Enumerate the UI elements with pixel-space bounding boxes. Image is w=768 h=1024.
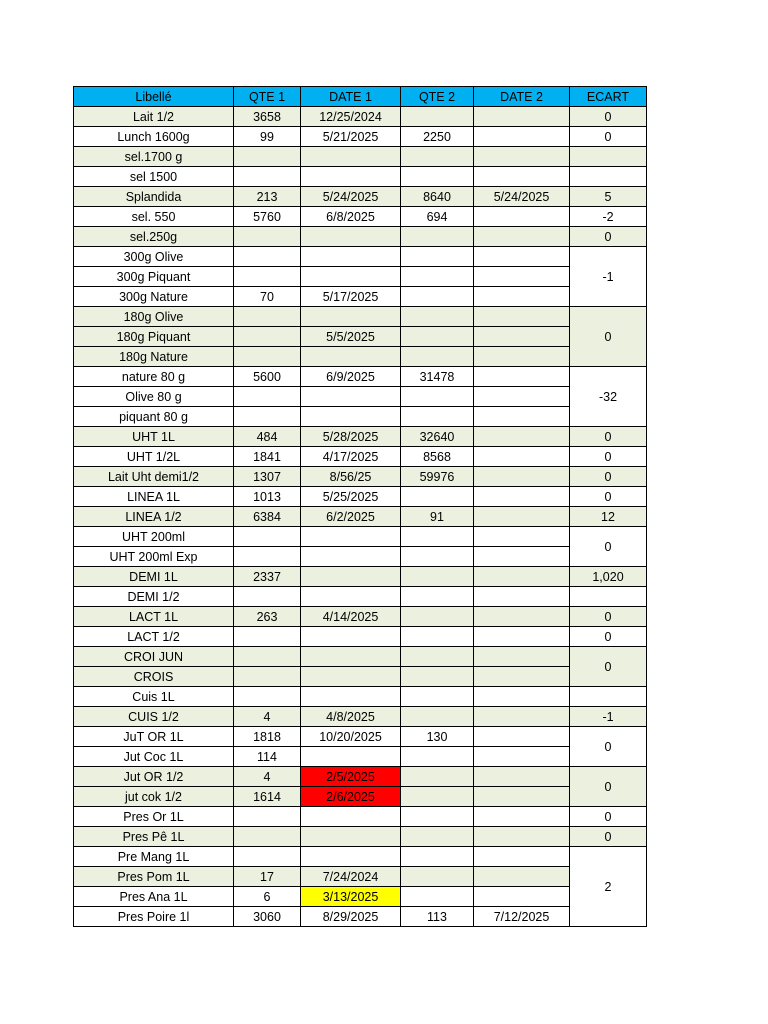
table-row [74, 507, 647, 527]
cell-qte2[interactable] [401, 247, 474, 267]
cell-date1[interactable] [301, 647, 401, 667]
cell-libelle[interactable]: Lait 1/2 [74, 107, 234, 127]
cell-ecart[interactable]: 0 [570, 767, 647, 807]
table-row [74, 467, 647, 487]
cell-qte2[interactable] [401, 587, 474, 607]
cell-qte2[interactable]: 59976 [401, 467, 474, 487]
table-row [74, 147, 647, 167]
cell-date2[interactable] [474, 267, 570, 287]
cell-qte2[interactable] [401, 887, 474, 907]
column-header-qte2[interactable]: QTE 2 [401, 87, 474, 107]
table-row [74, 207, 647, 227]
cell-date1[interactable] [301, 747, 401, 767]
cell-date1[interactable]: 8/56/25 [301, 467, 401, 487]
cell-date1[interactable]: 12/25/2024 [301, 107, 401, 127]
cell-date1[interactable]: 10/20/2025 [301, 727, 401, 747]
cell-date2[interactable] [474, 167, 570, 187]
cell-qte1[interactable] [234, 247, 301, 267]
cell-qte2[interactable] [401, 147, 474, 167]
cell-qte1[interactable]: 1614 [234, 787, 301, 807]
table-row [74, 427, 647, 447]
column-header-libelle[interactable]: Libellé [74, 87, 234, 107]
cell-date1[interactable]: 2/6/2025 [301, 787, 401, 807]
cell-libelle[interactable]: Lunch 1600g [74, 127, 234, 147]
cell-qte1[interactable]: 1013 [234, 487, 301, 507]
cell-libelle[interactable]: DEMI 1L [74, 567, 234, 587]
cell-date1[interactable] [301, 687, 401, 707]
cell-qte1[interactable] [234, 227, 301, 247]
cell-date2[interactable] [474, 467, 570, 487]
table-row [74, 647, 647, 667]
cell-date1[interactable]: 4/14/2025 [301, 607, 401, 627]
cell-qte1[interactable] [234, 827, 301, 847]
table-row [74, 667, 647, 687]
cell-ecart[interactable]: -1 [570, 247, 647, 307]
cell-qte2[interactable]: 8640 [401, 187, 474, 207]
cell-ecart[interactable] [570, 687, 647, 707]
column-header-date2[interactable]: DATE 2 [474, 87, 570, 107]
cell-libelle[interactable]: Pres Pom 1L [74, 867, 234, 887]
cell-libelle[interactable]: sel.1700 g [74, 147, 234, 167]
cell-libelle[interactable]: nature 80 g [74, 367, 234, 387]
table-row [74, 107, 647, 127]
cell-qte1[interactable]: 213 [234, 187, 301, 207]
cell-date1[interactable] [301, 847, 401, 867]
cell-ecart[interactable]: 1,020 [570, 567, 647, 587]
cell-date1[interactable]: 6/9/2025 [301, 367, 401, 387]
cell-date2[interactable] [474, 287, 570, 307]
cell-libelle[interactable]: 180g Piquant [74, 327, 234, 347]
table-row [74, 747, 647, 767]
cell-libelle[interactable]: Pres Pê 1L [74, 827, 234, 847]
cell-qte2[interactable] [401, 747, 474, 767]
cell-date2[interactable]: 7/12/2025 [474, 907, 570, 927]
cell-libelle[interactable]: JuT OR 1L [74, 727, 234, 747]
cell-qte1[interactable]: 70 [234, 287, 301, 307]
cell-qte1[interactable]: 5760 [234, 207, 301, 227]
table-row [74, 327, 647, 347]
cell-qte2[interactable]: 113 [401, 907, 474, 927]
table-row [74, 367, 647, 387]
table-row [74, 187, 647, 207]
cell-qte2[interactable] [401, 407, 474, 427]
cell-date1[interactable] [301, 667, 401, 687]
cell-ecart[interactable]: 0 [570, 487, 647, 507]
cell-date2[interactable] [474, 227, 570, 247]
cell-qte1[interactable]: 1307 [234, 467, 301, 487]
cell-date1[interactable]: 4/8/2025 [301, 707, 401, 727]
table-row [74, 627, 647, 647]
cell-ecart[interactable]: 0 [570, 807, 647, 827]
cell-ecart[interactable]: 0 [570, 527, 647, 567]
cell-qte2[interactable]: 31478 [401, 367, 474, 387]
cell-date2[interactable] [474, 587, 570, 607]
cell-date1[interactable] [301, 147, 401, 167]
cell-ecart[interactable]: 0 [570, 227, 647, 247]
cell-qte1[interactable] [234, 347, 301, 367]
inventory-table [73, 86, 647, 927]
cell-libelle[interactable]: Pres Poire 1l [74, 907, 234, 927]
table-row [74, 227, 647, 247]
cell-qte2[interactable] [401, 867, 474, 887]
cell-date2[interactable] [474, 827, 570, 847]
cell-date2[interactable] [474, 667, 570, 687]
cell-date2[interactable] [474, 427, 570, 447]
cell-libelle[interactable]: 300g Nature [74, 287, 234, 307]
cell-libelle[interactable]: DEMI 1/2 [74, 587, 234, 607]
table-row [74, 487, 647, 507]
cell-qte1[interactable] [234, 387, 301, 407]
cell-libelle[interactable]: Pres Ana 1L [74, 887, 234, 907]
cell-qte2[interactable] [401, 627, 474, 647]
cell-qte1[interactable] [234, 807, 301, 827]
cell-libelle[interactable]: Cuis 1L [74, 687, 234, 707]
cell-date1[interactable] [301, 307, 401, 327]
cell-date1[interactable]: 7/24/2024 [301, 867, 401, 887]
cell-qte1[interactable]: 4 [234, 767, 301, 787]
cell-date1[interactable] [301, 387, 401, 407]
cell-qte2[interactable] [401, 807, 474, 827]
column-header-date1[interactable]: DATE 1 [301, 87, 401, 107]
cell-qte1[interactable]: 6384 [234, 507, 301, 527]
cell-date2[interactable] [474, 787, 570, 807]
cell-date2[interactable] [474, 487, 570, 507]
cell-date1[interactable] [301, 267, 401, 287]
cell-ecart[interactable] [570, 167, 647, 187]
cell-libelle[interactable]: Jut OR 1/2 [74, 767, 234, 787]
cell-date2[interactable] [474, 127, 570, 147]
cell-date2[interactable] [474, 887, 570, 907]
cell-qte2[interactable] [401, 647, 474, 667]
cell-qte1[interactable] [234, 847, 301, 867]
cell-libelle[interactable]: UHT 1L [74, 427, 234, 447]
cell-qte2[interactable]: 91 [401, 507, 474, 527]
table-row [74, 267, 647, 287]
table-row [74, 827, 647, 847]
table-row [74, 347, 647, 367]
table-row [74, 387, 647, 407]
table-row [74, 847, 647, 867]
cell-libelle[interactable]: LINEA 1L [74, 487, 234, 507]
cell-qte2[interactable] [401, 387, 474, 407]
cell-date1[interactable]: 6/2/2025 [301, 507, 401, 527]
cell-qte2[interactable] [401, 307, 474, 327]
table-row [74, 247, 647, 267]
cell-qte2[interactable] [401, 707, 474, 727]
cell-qte1[interactable] [234, 407, 301, 427]
table-row [74, 167, 647, 187]
cell-date1[interactable]: 6/8/2025 [301, 207, 401, 227]
cell-qte2[interactable] [401, 347, 474, 367]
cell-date2[interactable] [474, 387, 570, 407]
cell-qte2[interactable]: 8568 [401, 447, 474, 467]
cell-ecart[interactable] [570, 147, 647, 167]
cell-ecart[interactable]: -2 [570, 207, 647, 227]
cell-qte1[interactable] [234, 667, 301, 687]
table-row [74, 127, 647, 147]
cell-date1[interactable]: 5/5/2025 [301, 327, 401, 347]
cell-libelle[interactable]: 300g Piquant [74, 267, 234, 287]
cell-date2[interactable] [474, 727, 570, 747]
cell-qte1[interactable] [234, 307, 301, 327]
cell-ecart[interactable]: 0 [570, 627, 647, 647]
column-header-qte1[interactable]: QTE 1 [234, 87, 301, 107]
cell-qte2[interactable] [401, 167, 474, 187]
cell-date1[interactable]: 5/24/2025 [301, 187, 401, 207]
cell-qte1[interactable]: 1841 [234, 447, 301, 467]
cell-qte1[interactable] [234, 147, 301, 167]
cell-date1[interactable] [301, 247, 401, 267]
cell-qte2[interactable] [401, 287, 474, 307]
cell-qte2[interactable] [401, 267, 474, 287]
cell-libelle[interactable]: CROIS [74, 667, 234, 687]
cell-date2[interactable] [474, 367, 570, 387]
cell-qte1[interactable]: 484 [234, 427, 301, 447]
cell-ecart[interactable]: 5 [570, 187, 647, 207]
cell-ecart[interactable]: 0 [570, 607, 647, 627]
cell-date1[interactable] [301, 587, 401, 607]
cell-date1[interactable]: 5/21/2025 [301, 127, 401, 147]
cell-qte1[interactable]: 3060 [234, 907, 301, 927]
cell-qte2[interactable] [401, 567, 474, 587]
cell-libelle[interactable]: Pre Mang 1L [74, 847, 234, 867]
table-row [74, 567, 647, 587]
table-row [74, 907, 647, 927]
cell-date2[interactable] [474, 207, 570, 227]
cell-date1[interactable] [301, 227, 401, 247]
cell-date2[interactable] [474, 807, 570, 827]
cell-qte2[interactable] [401, 547, 474, 567]
cell-ecart[interactable] [570, 587, 647, 607]
cell-date2[interactable] [474, 147, 570, 167]
table-row [74, 407, 647, 427]
cell-qte2[interactable] [401, 667, 474, 687]
table-row [74, 547, 647, 567]
cell-libelle[interactable]: sel.250g [74, 227, 234, 247]
cell-date1[interactable] [301, 827, 401, 847]
cell-date2[interactable] [474, 567, 570, 587]
table-row [74, 587, 647, 607]
cell-date1[interactable] [301, 347, 401, 367]
cell-qte1[interactable] [234, 587, 301, 607]
cell-qte2[interactable]: 130 [401, 727, 474, 747]
cell-date1[interactable] [301, 567, 401, 587]
table-row [74, 887, 647, 907]
cell-date2[interactable] [474, 347, 570, 367]
cell-date1[interactable]: 5/25/2025 [301, 487, 401, 507]
cell-ecart[interactable]: 2 [570, 847, 647, 927]
cell-qte2[interactable] [401, 827, 474, 847]
table-row [74, 527, 647, 547]
cell-qte2[interactable] [401, 767, 474, 787]
cell-qte1[interactable]: 6 [234, 887, 301, 907]
cell-libelle[interactable]: LACT 1/2 [74, 627, 234, 647]
cell-ecart[interactable]: 0 [570, 127, 647, 147]
cell-date2[interactable] [474, 767, 570, 787]
cell-libelle[interactable]: sel 1500 [74, 167, 234, 187]
cell-date2[interactable] [474, 627, 570, 647]
cell-qte2[interactable]: 2250 [401, 127, 474, 147]
cell-date2[interactable] [474, 687, 570, 707]
cell-qte1[interactable]: 17 [234, 867, 301, 887]
table-row [74, 687, 647, 707]
cell-qte1[interactable]: 114 [234, 747, 301, 767]
cell-date1[interactable]: 8/29/2025 [301, 907, 401, 927]
cell-libelle[interactable]: piquant 80 g [74, 407, 234, 427]
cell-qte2[interactable]: 32640 [401, 427, 474, 447]
cell-ecart[interactable]: 0 [570, 447, 647, 467]
cell-libelle[interactable]: UHT 200ml [74, 527, 234, 547]
cell-date1[interactable]: 5/28/2025 [301, 427, 401, 447]
cell-date2[interactable] [474, 747, 570, 767]
table-row [74, 767, 647, 787]
cell-qte2[interactable] [401, 847, 474, 867]
cell-qte1[interactable] [234, 687, 301, 707]
cell-date2[interactable] [474, 867, 570, 887]
cell-date1[interactable]: 4/17/2025 [301, 447, 401, 467]
cell-ecart[interactable]: -32 [570, 367, 647, 427]
cell-qte1[interactable]: 4 [234, 707, 301, 727]
cell-qte1[interactable] [234, 647, 301, 667]
cell-qte1[interactable] [234, 547, 301, 567]
cell-libelle[interactable]: Splandida [74, 187, 234, 207]
cell-date2[interactable] [474, 247, 570, 267]
cell-ecart[interactable]: -1 [570, 707, 647, 727]
cell-qte2[interactable] [401, 107, 474, 127]
cell-qte1[interactable]: 99 [234, 127, 301, 147]
cell-libelle[interactable]: LINEA 1/2 [74, 507, 234, 527]
header-row [74, 87, 647, 107]
table-row [74, 307, 647, 327]
cell-libelle[interactable]: LACT 1L [74, 607, 234, 627]
cell-qte2[interactable] [401, 527, 474, 547]
cell-date1[interactable] [301, 407, 401, 427]
cell-date2[interactable] [474, 527, 570, 547]
cell-qte1[interactable]: 1818 [234, 727, 301, 747]
table-row [74, 787, 647, 807]
table-body [74, 107, 647, 927]
cell-ecart[interactable]: 0 [570, 107, 647, 127]
cell-libelle[interactable]: 300g Olive [74, 247, 234, 267]
table-row [74, 807, 647, 827]
cell-libelle[interactable]: UHT 200ml Exp [74, 547, 234, 567]
cell-libelle[interactable]: Jut Coc 1L [74, 747, 234, 767]
cell-ecart[interactable]: 0 [570, 427, 647, 447]
cell-date2[interactable]: 5/24/2025 [474, 187, 570, 207]
cell-qte1[interactable] [234, 267, 301, 287]
cell-libelle[interactable]: 180g Olive [74, 307, 234, 327]
cell-date1[interactable]: 5/17/2025 [301, 287, 401, 307]
cell-date2[interactable] [474, 607, 570, 627]
cell-libelle[interactable]: UHT 1/2L [74, 447, 234, 467]
cell-qte2[interactable] [401, 227, 474, 247]
cell-qte1[interactable]: 5600 [234, 367, 301, 387]
cell-ecart[interactable]: 12 [570, 507, 647, 527]
table-row [74, 867, 647, 887]
cell-libelle[interactable]: Lait Uht demi1/2 [74, 467, 234, 487]
cell-ecart[interactable]: 0 [570, 307, 647, 367]
cell-qte1[interactable]: 3658 [234, 107, 301, 127]
cell-date2[interactable] [474, 507, 570, 527]
cell-ecart[interactable]: 0 [570, 467, 647, 487]
table-row [74, 727, 647, 747]
cell-qte1[interactable] [234, 527, 301, 547]
cell-ecart[interactable]: 0 [570, 727, 647, 767]
cell-qte2[interactable] [401, 327, 474, 347]
cell-libelle[interactable]: sel. 550 [74, 207, 234, 227]
table-row [74, 707, 647, 727]
table-row [74, 287, 647, 307]
cell-qte1[interactable] [234, 167, 301, 187]
cell-libelle[interactable]: jut cok 1/2 [74, 787, 234, 807]
cell-date1[interactable] [301, 807, 401, 827]
cell-date1[interactable] [301, 167, 401, 187]
cell-qte2[interactable] [401, 787, 474, 807]
cell-libelle[interactable]: CROI JUN [74, 647, 234, 667]
cell-libelle[interactable]: Pres Or 1L [74, 807, 234, 827]
cell-date2[interactable] [474, 847, 570, 867]
cell-date2[interactable] [474, 547, 570, 567]
cell-qte2[interactable] [401, 687, 474, 707]
cell-qte1[interactable]: 2337 [234, 567, 301, 587]
cell-libelle[interactable]: CUIS 1/2 [74, 707, 234, 727]
cell-qte2[interactable]: 694 [401, 207, 474, 227]
cell-date2[interactable] [474, 407, 570, 427]
cell-ecart[interactable]: 0 [570, 827, 647, 847]
table-row [74, 607, 647, 627]
cell-date2[interactable] [474, 647, 570, 667]
cell-date2[interactable] [474, 307, 570, 327]
cell-ecart[interactable]: 0 [570, 647, 647, 687]
cell-date1[interactable]: 3/13/2025 [301, 887, 401, 907]
cell-date2[interactable] [474, 107, 570, 127]
cell-qte2[interactable] [401, 487, 474, 507]
cell-date2[interactable] [474, 447, 570, 467]
cell-date2[interactable] [474, 707, 570, 727]
cell-qte2[interactable] [401, 607, 474, 627]
cell-date1[interactable] [301, 527, 401, 547]
cell-qte1[interactable] [234, 327, 301, 347]
cell-qte1[interactable] [234, 627, 301, 647]
cell-libelle[interactable]: 180g Nature [74, 347, 234, 367]
cell-date1[interactable]: 2/5/2025 [301, 767, 401, 787]
cell-qte1[interactable]: 263 [234, 607, 301, 627]
cell-libelle[interactable]: Olive 80 g [74, 387, 234, 407]
column-header-ecart[interactable]: ECART [570, 87, 647, 107]
cell-date1[interactable] [301, 627, 401, 647]
cell-date1[interactable] [301, 547, 401, 567]
table-row [74, 447, 647, 467]
cell-date2[interactable] [474, 327, 570, 347]
